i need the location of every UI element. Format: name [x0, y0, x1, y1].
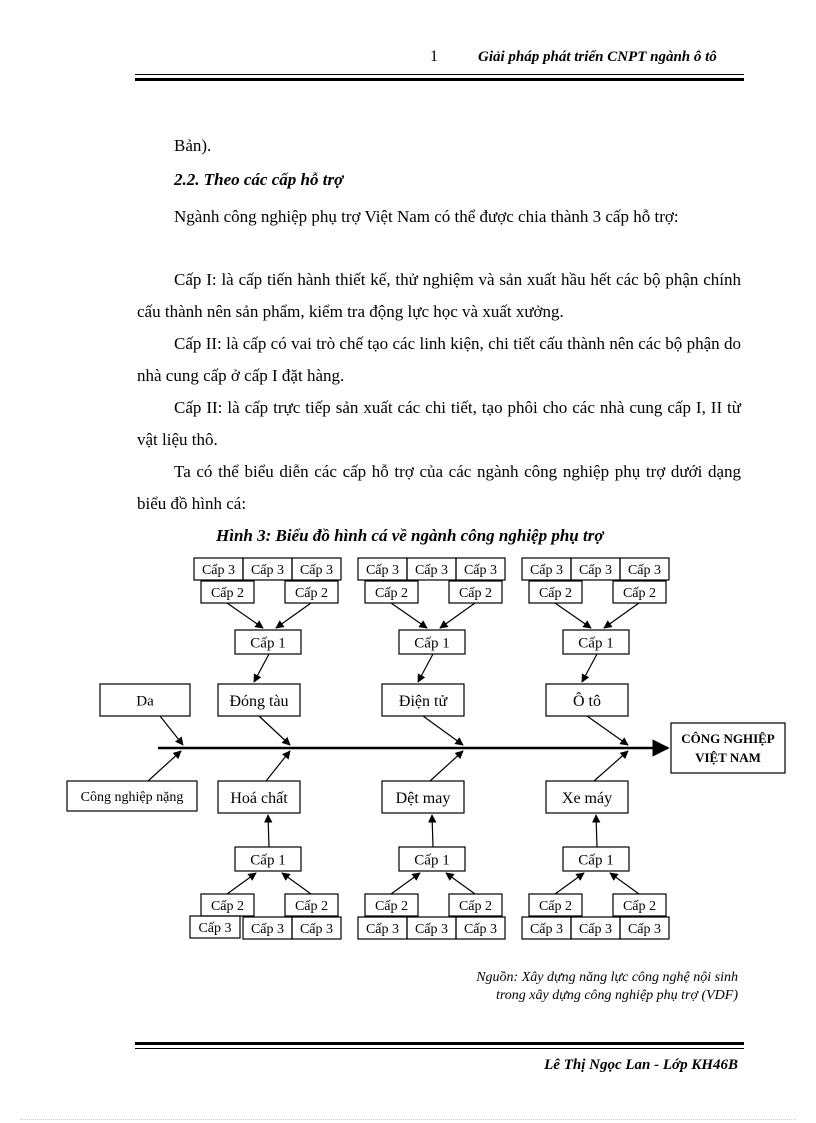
bottom-tier3-0-0: Cấp 3	[198, 921, 232, 937]
paragraph-3: Cấp II: là cấp có vai trò chế tạo các linh kiện, chi tiết cấu thành nên các bộ phận do nhà cung cấp ở cấp I đặt hàng.	[137, 334, 741, 385]
bottom-arrow-ind-spine-0	[266, 751, 290, 781]
bottom-tier3-1-0: Cấp 3	[365, 922, 400, 938]
bottom-arrow-t1-ind-1	[432, 815, 433, 847]
top-arrow-t2-t1-2-1	[604, 603, 639, 628]
figure-source	[476, 969, 738, 1005]
bottom-tier2-1-1: Cấp 2	[458, 899, 493, 915]
source-line-2: trong xây dựng công nghiệp phụ trợ (VDF)	[495, 988, 738, 1003]
footer-rule-thin	[135, 1048, 744, 1049]
bottom-tier3-0-1: Cấp 3	[250, 922, 285, 938]
bottom-arrow-t2-t1-1-0	[391, 873, 420, 894]
bottom-arrow-ind-spine-2	[594, 751, 628, 781]
bottom-tier2-0-1: Cấp 2	[294, 899, 329, 915]
bottom-arrow-t2-t1-2-1	[610, 873, 639, 894]
top-arrow-t2-t1-0-0	[227, 603, 263, 628]
bottom-industry-2: Xe máy	[561, 789, 613, 807]
top-tier3-2-2: Cấp 3	[627, 563, 662, 579]
bottom-arrow-t1-ind-2	[596, 815, 597, 847]
paragraph-continuation: Bản).	[174, 136, 212, 155]
top-tier3-2-0: Cấp 3	[529, 563, 564, 579]
running-header-title: Giải pháp phát triển CNPT ngành ô tô	[478, 49, 717, 65]
paragraph-5: Ta có thể biểu diễn các cấp hỗ trợ của các ngành công nghiệp phụ trợ dưới dạng biểu đồ hình cá:	[137, 462, 741, 513]
bottom-arrow-ind-spine-1	[430, 751, 463, 781]
arrow-heavy-industry	[148, 751, 181, 781]
top-tier2-0-1: Cấp 2	[294, 586, 329, 602]
bottom-tier1-0: Cấp 1	[250, 852, 286, 869]
footer-rule-thick	[135, 1042, 744, 1045]
top-arrow-t2-t1-0-1	[276, 603, 311, 628]
bottom-tier3-2-2: Cấp 3	[627, 922, 662, 938]
top-arrow-ind-spine-0	[259, 716, 290, 745]
top-tier3-0-0: Cấp 3	[201, 563, 236, 579]
section-heading: 2.2. Theo các cấp hỗ trợ	[174, 170, 344, 189]
top-tier2-1-0: Cấp 2	[374, 586, 409, 602]
paragraph-1: Ngành công nghiệp phụ trợ Việt Nam có thể được chia thành 3 cấp hỗ trợ:	[174, 207, 679, 226]
head-label-2: VIỆT NAM	[695, 750, 761, 765]
top-arrow-ind-spine-1	[423, 716, 463, 745]
source-line-1: Nguồn: Xây dựng năng lực công nghệ nội sinh	[476, 970, 738, 985]
top-industry-0: Đóng tàu	[229, 692, 289, 710]
bottom-tier1-1: Cấp 1	[414, 852, 450, 869]
head-label-1: CÔNG NGHIỆP	[681, 731, 775, 746]
top-tier1-2: Cấp 1	[578, 635, 614, 652]
top-tier3-0-1: Cấp 3	[250, 563, 285, 579]
top-industry-1: Điện tử	[398, 692, 448, 710]
bone-da: Da	[136, 693, 154, 710]
bone-heavy-industry: Công nghiệp nặng	[80, 790, 184, 806]
top-tier3-0-2: Cấp 3	[299, 563, 334, 579]
bottom-tier3-2-1: Cấp 3	[578, 922, 613, 938]
page-edge-dots	[20, 1119, 796, 1120]
page-number: 1	[430, 48, 438, 65]
top-tier1-1: Cấp 1	[414, 635, 450, 652]
top-tier2-2-1: Cấp 2	[622, 586, 657, 602]
top-tier3-1-2: Cấp 3	[463, 563, 498, 579]
top-arrow-t1-ind-1	[418, 654, 433, 682]
paragraph-2: Cấp I: là cấp tiến hành thiết kế, thử nghiệm và sản xuất hầu hết các bộ phận chính cấu thành nên sản phẩm, kiểm tra động lực học và xuất xưởng.	[137, 270, 741, 321]
top-arrow-ind-spine-2	[587, 716, 628, 745]
bottom-tier3-1-1: Cấp 3	[414, 922, 449, 938]
bottom-tier1-2: Cấp 1	[578, 852, 614, 869]
paragraph-4: Cấp II: là cấp trực tiếp sản xuất các chi tiết, tạo phôi cho các nhà cung cấp I, II từ vật liệu thô.	[137, 398, 741, 449]
top-tier3-1-1: Cấp 3	[414, 563, 449, 579]
bottom-arrow-t2-t1-2-0	[555, 873, 584, 894]
arrow-da	[160, 716, 183, 745]
top-arrow-t2-t1-2-0	[555, 603, 591, 628]
top-tier2-1-1: Cấp 2	[458, 586, 493, 602]
bottom-arrow-t1-ind-0	[268, 815, 269, 847]
bottom-arrow-t2-t1-1-1	[446, 873, 475, 894]
top-tier2-2-0: Cấp 2	[538, 586, 573, 602]
top-arrow-t1-ind-0	[254, 654, 269, 682]
bottom-tier2-2-0: Cấp 2	[538, 899, 573, 915]
bottom-tier3-1-2: Cấp 3	[463, 922, 498, 938]
bottom-arrow-t2-t1-0-1	[282, 873, 311, 894]
bottom-tier3-2-0: Cấp 3	[529, 922, 564, 938]
top-arrow-t2-t1-1-1	[440, 603, 475, 628]
bottom-industry-1: Dệt may	[395, 789, 451, 807]
top-tier2-0-0: Cấp 2	[210, 586, 245, 602]
top-tier3-1-0: Cấp 3	[365, 563, 400, 579]
bottom-tier2-2-1: Cấp 2	[622, 899, 657, 915]
bottom-arrow-t2-t1-0-0	[227, 873, 256, 894]
bottom-tier3-0-2: Cấp 3	[299, 922, 334, 938]
footer-author: Lê Thị Ngọc Lan - Lớp KH46B	[544, 1057, 738, 1073]
top-tier3-2-1: Cấp 3	[578, 563, 613, 579]
bottom-industry-0: Hoá chất	[230, 789, 288, 807]
top-industry-2: Ô tô	[573, 692, 601, 710]
figure-title: Hình 3: Biểu đồ hình cá về ngành công nghiệp phụ trợ	[216, 526, 604, 545]
bottom-tier2-0-0: Cấp 2	[210, 899, 245, 915]
bottom-tier2-1-0: Cấp 2	[374, 899, 409, 915]
top-arrow-t2-t1-1-0	[391, 603, 427, 628]
top-arrow-t1-ind-2	[582, 654, 597, 682]
top-tier1-0: Cấp 1	[250, 635, 286, 652]
